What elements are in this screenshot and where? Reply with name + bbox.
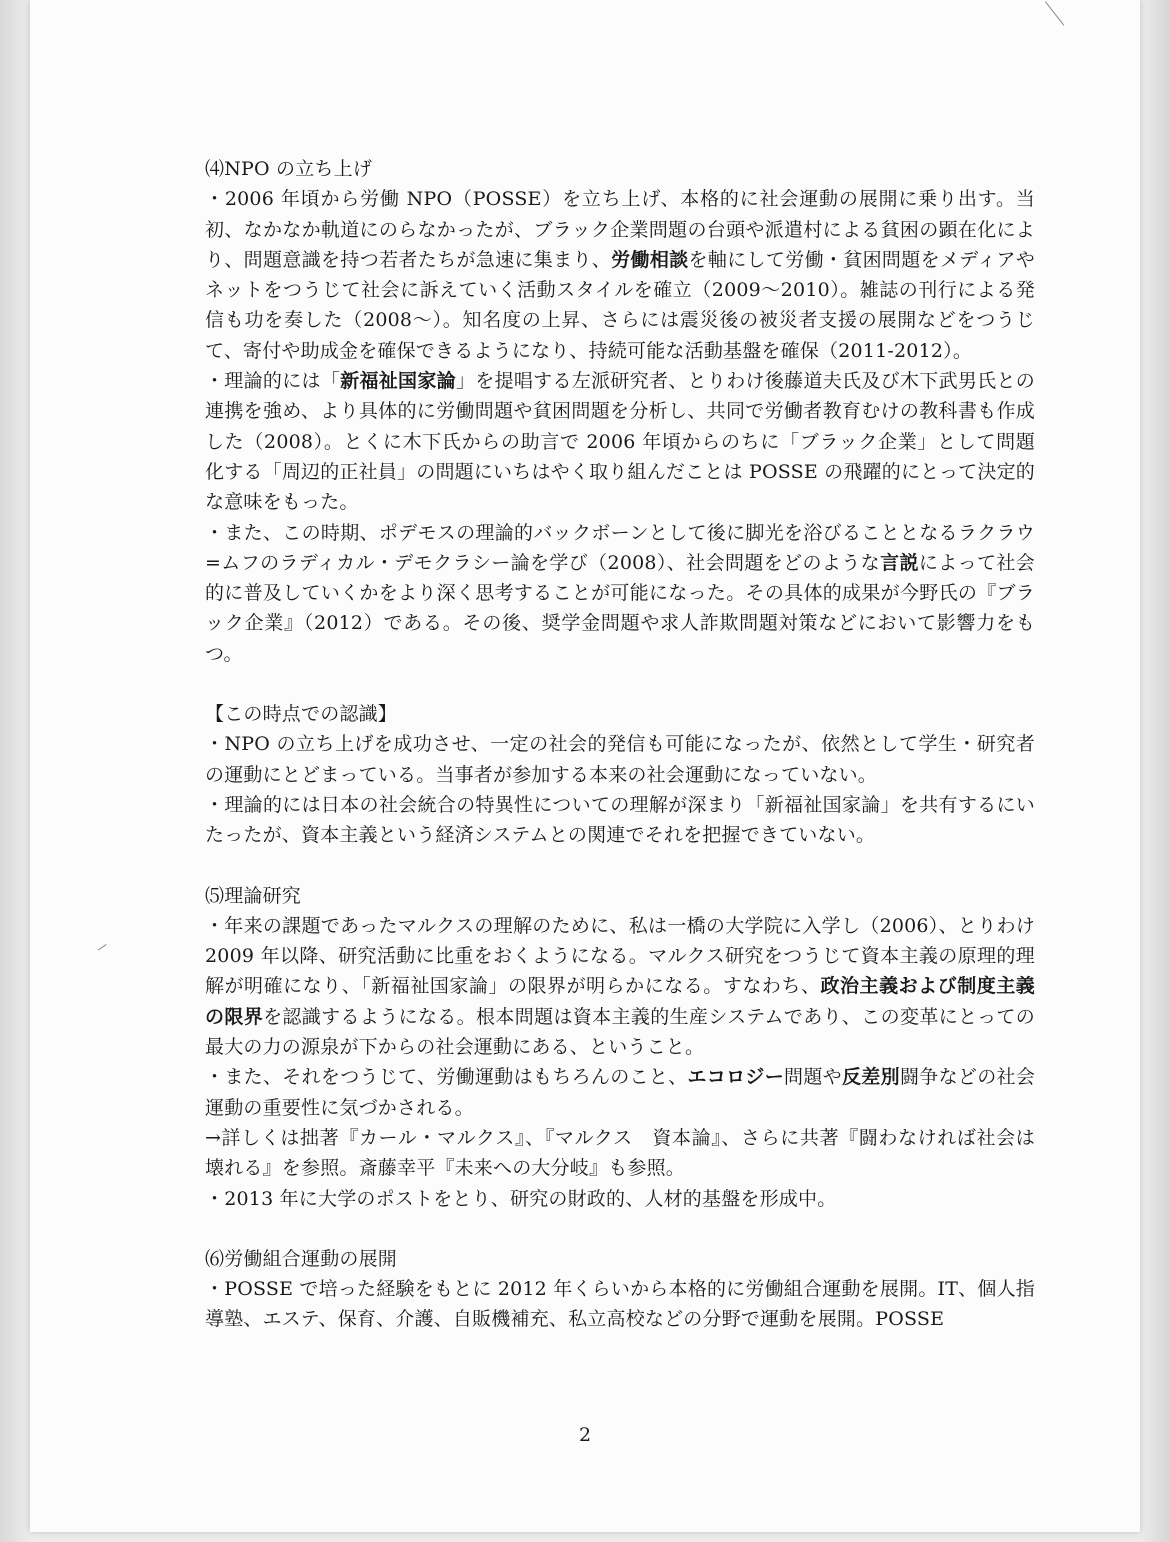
text-run: を認識するようになる。根本問題は資本主義的生産システムであり、この変革にとっての最大の力の源泉が下からの社会運動にある、ということ。 [205, 1005, 1035, 1059]
section-heading-theory: ⑸理論研究 [205, 884, 302, 907]
document-body [205, 154, 1035, 1335]
section-heading-npo: ⑷NPO の立ち上げ [205, 158, 373, 180]
paragraph-npo-theory [205, 366, 1035, 517]
text-run: ・理論的には「 [205, 370, 341, 393]
text-run: 」を提唱する左派研究者、とりわけ後藤道夫氏及び木下武男氏との連携を強め、より具体的に労働問題や貧困問題を分析し、共同で労働者教育むけの教科書も作成した（2008）。とくに木下氏からの助言で 2006 年頃からのちに「ブラック企業」として問題化する「周辺的正社員」の問題にいちはやく取り組んだことは POSSE の飛躍的にとって決定的な意味をもった。 [205, 370, 1035, 514]
document-page [30, 0, 1140, 1532]
text-run: ・また、この時期、ポデモスの理論的バックボーンとして後に脚光を浴びることとなるラクラウ=ムフのラディカル・デモクラシー論を学び（2008）、社会問題をどのような [205, 521, 1035, 574]
text-run: によって社会的に普及していくかをより深く思考することが可能になった。その具体的成果が今野氏の『ブラック企業』（2012）である。その後、奨学金問題や求人詐欺問題対策などにおいて影響力をもつ。 [205, 551, 1036, 665]
paragraph-theory-movements [205, 1062, 1035, 1123]
bold-term-new-welfare-state: 新福祉国家論 [340, 370, 456, 393]
paragraph-npo-discourse [205, 518, 1035, 669]
text-run: 闘争などの社会運動の重要性に気づかされる。 [205, 1066, 1036, 1119]
paragraph-theory-marx [205, 911, 1035, 1062]
paragraph-gap [205, 1214, 1035, 1244]
scan-scratch-mark [98, 944, 107, 951]
paragraph-gap [205, 851, 1035, 881]
page-number: 2 [578, 1424, 592, 1446]
paragraph-theory-university: ・2013 年に大学のポストをとり、研究の財政的、人材的基盤を形成中。 [205, 1187, 837, 1210]
paragraph-gap [205, 669, 1035, 699]
text-run: を軸にして労働・貧困問題をメディアやネットをつうじて社会に訴えていく活動スタイルを確立（2009〜2010）。雑誌の刊行による発信も功を奏した（2008〜）。知名度の上昇、さらには震災後の被災者支援の展開などをつうじて、寄付や助成金を確保できるようになり、持続可能な活動基盤を確保（2011-2012）。 [205, 248, 1035, 362]
paragraph-recognition-npo: ・NPO の立ち上げを成功させ、一定の社会的発信も可能になったが、依然として学生・研究者の運動にとどまっている。当事者が参加する本来の社会運動になっていない。 [205, 733, 1035, 786]
text-run: ・年来の課題であったマルクスの理解のために、私は一橋の大学院に入学し（2006）、とりわけ 2009 年以降、研究活動に比重をおくようになる。マルクス研究をつうじて資本主義の原理的理解が明確になり、「新福祉国家論」の限界が明らかになる。すなわち、 [205, 914, 1035, 998]
paragraph-theory-references: →詳しくは拙著『カール・マルクス』、『マルクス 資本論』、さらに共著『闘わなければ社会は壊れる』を参照。斎藤幸平『未来への大分岐』も参照。 [205, 1126, 1035, 1180]
text-run: ・2006 年頃から労働 NPO（POSSE）を立ち上げ、本格的に社会運動の展開に乗り出す。当初、なかなか軌道にのらなかったが、ブラック企業問題の台頭や派遣村による貧困の顕在化により、問題意識を持つ若者たちが急速に集まり、 [205, 188, 1035, 271]
text-run: ・また、それをつうじて、労働運動はもちろんのこと、 [205, 1066, 688, 1089]
bold-term-anti-discrimination: 反差別 [841, 1066, 900, 1089]
text-run: 問題や [784, 1066, 842, 1089]
bold-term-limits-of-politicism: 政治主義および制度主義の限界 [205, 975, 1036, 1028]
section-heading-union: ⑹労働組合運動の展開 [205, 1247, 398, 1270]
scan-scratch-mark [1045, 1, 1064, 25]
paragraph-recognition-theory: ・理論的には日本の社会統合の特異性についての理解が深まり「新福祉国家論」を共有するにいたったが、資本主義という経済システムとの関連でそれを把握できていない。 [205, 793, 1035, 847]
bold-term-labor-consultation: 労働相談 [611, 248, 689, 271]
bold-term-discourse: 言説 [880, 551, 919, 574]
section-heading-recognition: 【この時点での認識】 [205, 703, 398, 726]
bold-term-ecology: エコロジー [687, 1066, 785, 1089]
paragraph-npo-launch [205, 184, 1035, 366]
paragraph-union-development: ・POSSE で培った経験をもとに 2012 年くらいから本格的に労働組合運動を展開。IT、個人指導塾、エステ、保育、介護、自販機補充、私立高校などの分野で運動を展開。POSSE [205, 1278, 1035, 1331]
